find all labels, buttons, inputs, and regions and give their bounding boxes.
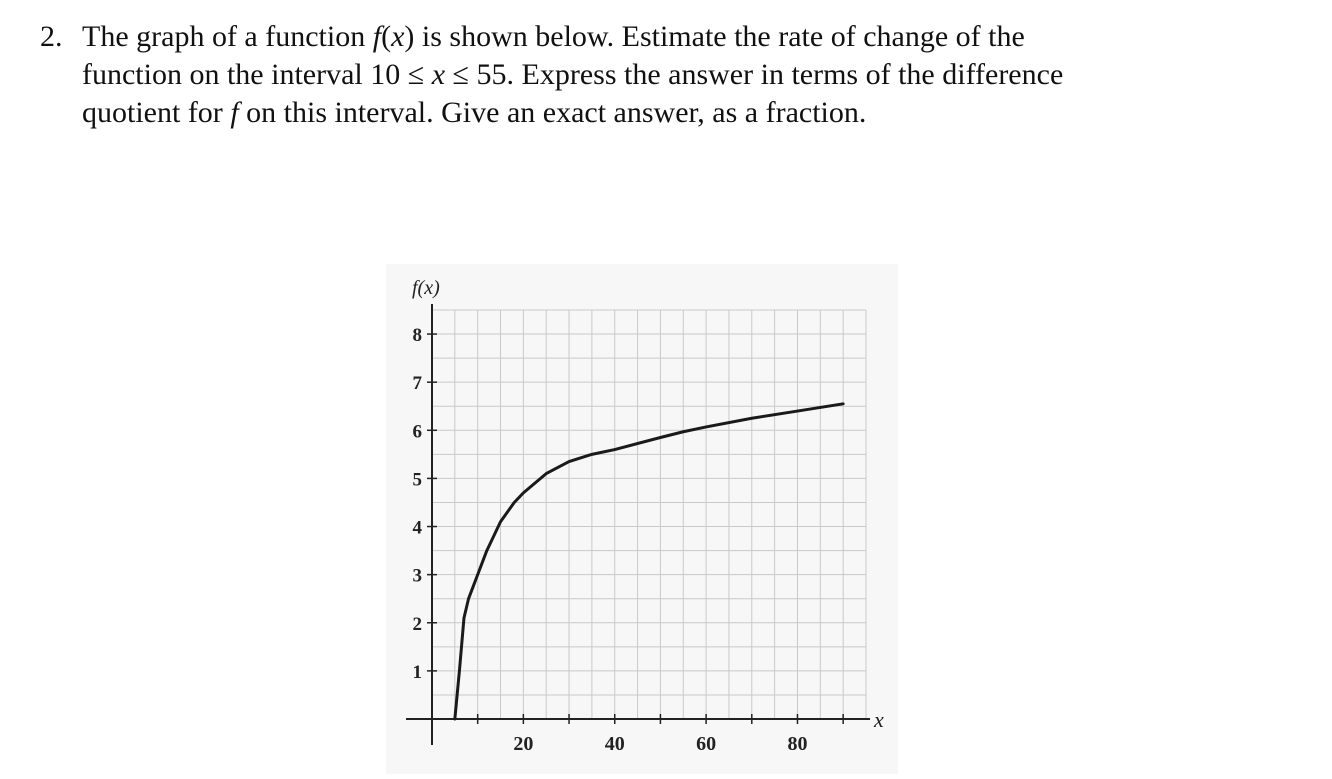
y-tick-label: 3 bbox=[412, 565, 422, 587]
y-axis-label: f(x) bbox=[412, 277, 440, 299]
y-tick-label: 6 bbox=[412, 421, 422, 443]
y-tick-label: 2 bbox=[412, 613, 422, 635]
function-name-2: f bbox=[230, 96, 239, 129]
x-axis-label: x bbox=[874, 707, 884, 732]
y-tick-label: 7 bbox=[412, 373, 422, 395]
y-tick-label: 5 bbox=[412, 469, 422, 491]
problem-text-3a: quotient for bbox=[82, 96, 231, 129]
tick-labels bbox=[413, 325, 808, 755]
paren-open: ( bbox=[381, 20, 392, 53]
grid bbox=[432, 310, 866, 719]
problem-text-2a: function on the interval 10 ≤ bbox=[82, 58, 432, 91]
problem-text-3b: on this interval. Give an exact answer, as a fraction. bbox=[238, 96, 867, 129]
problem-statement bbox=[40, 18, 1280, 132]
problem-text-2b: ≤ 55. Express the answer in terms of the difference bbox=[445, 58, 1064, 91]
function-chart bbox=[386, 264, 898, 774]
series-group bbox=[455, 404, 843, 719]
paren-close: ) bbox=[404, 20, 415, 53]
y-tick-label: 8 bbox=[412, 325, 422, 347]
x-tick-label: 60 bbox=[696, 733, 717, 755]
problem-text-1a: The graph of a function bbox=[82, 20, 373, 53]
problem-number: 2. bbox=[40, 20, 63, 53]
graph-figure bbox=[386, 264, 898, 774]
y-tick-label: 4 bbox=[412, 517, 422, 539]
function-name: f bbox=[372, 20, 382, 53]
problem-text bbox=[82, 18, 1280, 132]
y-tick-label: 1 bbox=[412, 661, 422, 683]
variable-name: x bbox=[391, 20, 405, 53]
function-curve bbox=[455, 404, 843, 719]
interval-variable: x bbox=[431, 58, 446, 91]
x-tick-label: 80 bbox=[787, 733, 808, 755]
x-tick-label: 20 bbox=[513, 733, 534, 755]
problem-text-1b: is shown below. Estimate the rate of change of the bbox=[414, 20, 1025, 53]
ticks bbox=[427, 334, 843, 724]
x-tick-label: 40 bbox=[604, 733, 625, 755]
